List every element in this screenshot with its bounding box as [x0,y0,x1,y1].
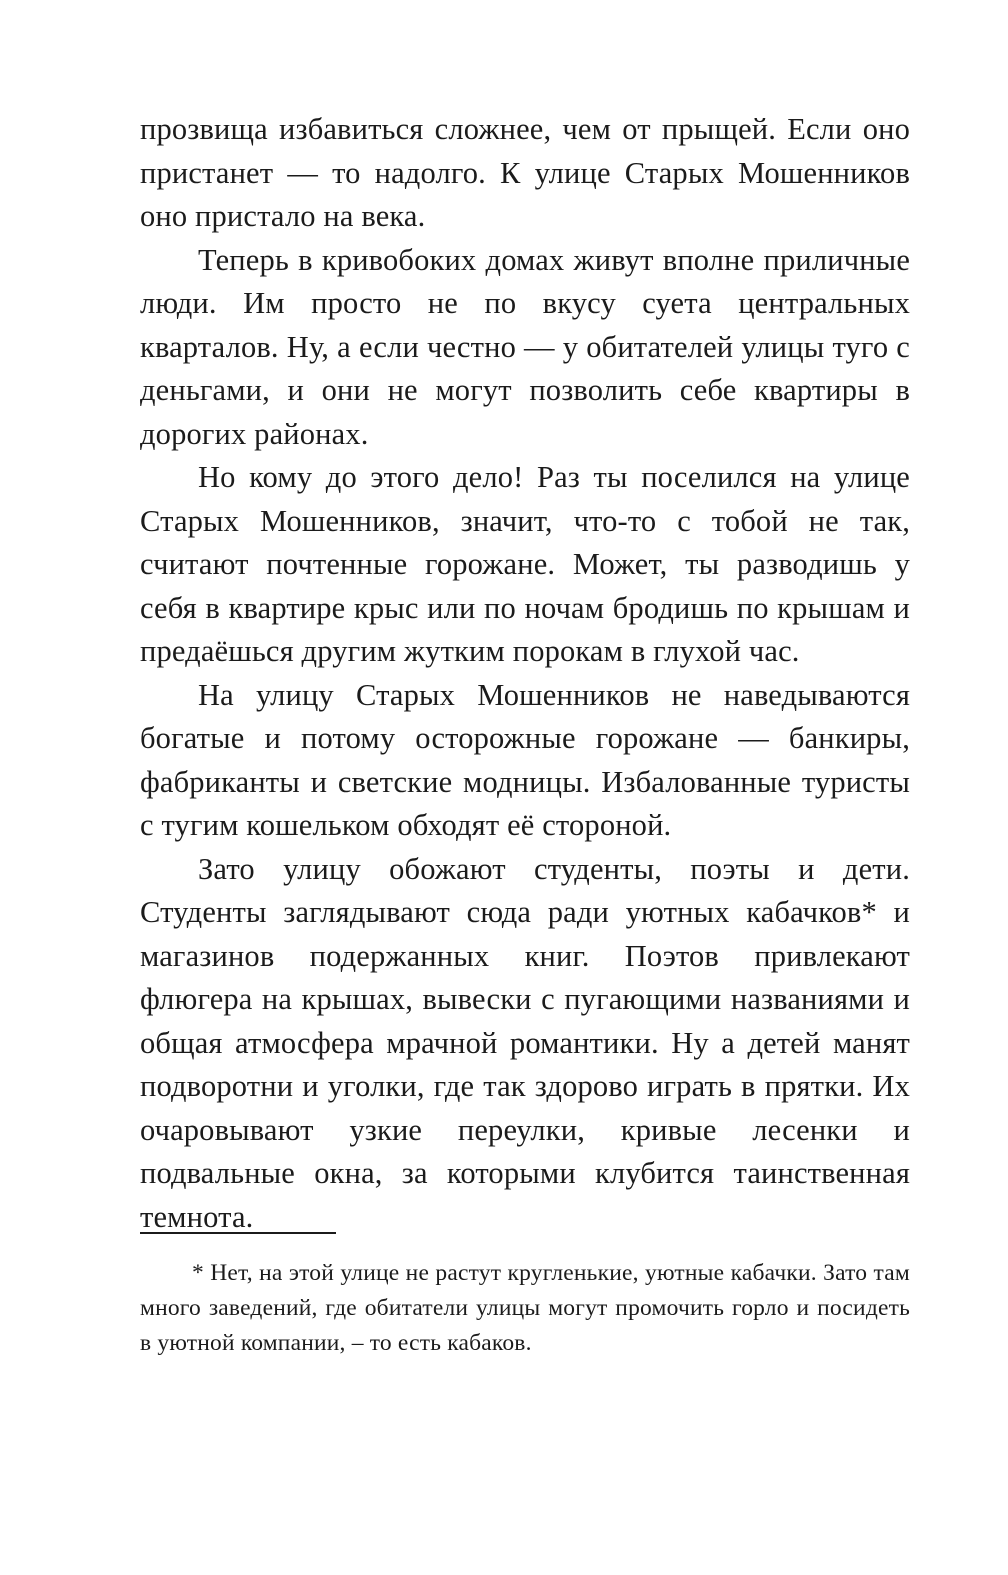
footnote-section [140,1232,910,1361]
page-body [140,108,910,1239]
paragraph: Зато улицу обожают студенты, поэты и дети. Студенты заглядывают сюда ради уютных кабачков* и магазинов подержанных книг. Поэтов привлекают флюгера на крышах, вывески с пугающими названиями и общая атмосфера мрачной романтики. Ну а детей манят подворотни и уголки, где так здорово играть в прятки. Их очаровывают узкие переулки, кривые лесенки и подвальные окна, за которыми клубится таинственная темнота. [140,851,910,1234]
paragraph: На улицу Старых Мошенников не наведываются богатые и потому осторожные горожане — банкиры, фабриканты и светские модницы. Избалованные туристы с тугим кошельком обходят её стороной. [140,677,910,842]
footnote-text: * Нет, на этой улице не растут кругленькие, уютные кабачки. Зато там много заведений, где обитатели улицы могут промочить горло и посидеть в уютной компании, – то есть кабаков. [140,1260,910,1356]
paragraph: Но кому до этого дело! Раз ты поселился на улице Старых Мошенников, значит, что-то с тобой не так, считают почтенные горожане. Может, ты разводишь у себя в квартире крыс или по ночам бродишь по крышам и предаёшься другим жутким порокам в глухой час. [140,460,910,668]
footnote-divider [140,1232,336,1234]
paragraph: прозвища избавиться сложнее, чем от прыщей. Если оно пристанет — то надолго. К улице Старых Мошенников оно пристало на века. [140,112,910,233]
paragraph: Теперь в кривобоких домах живут вполне приличные люди. Им просто не по вкусу суета центральных кварталов. Ну, а если честно — у обитателей улицы туго с деньгами, и они не могут позволить себе квартиры в дорогих районах. [140,242,910,451]
